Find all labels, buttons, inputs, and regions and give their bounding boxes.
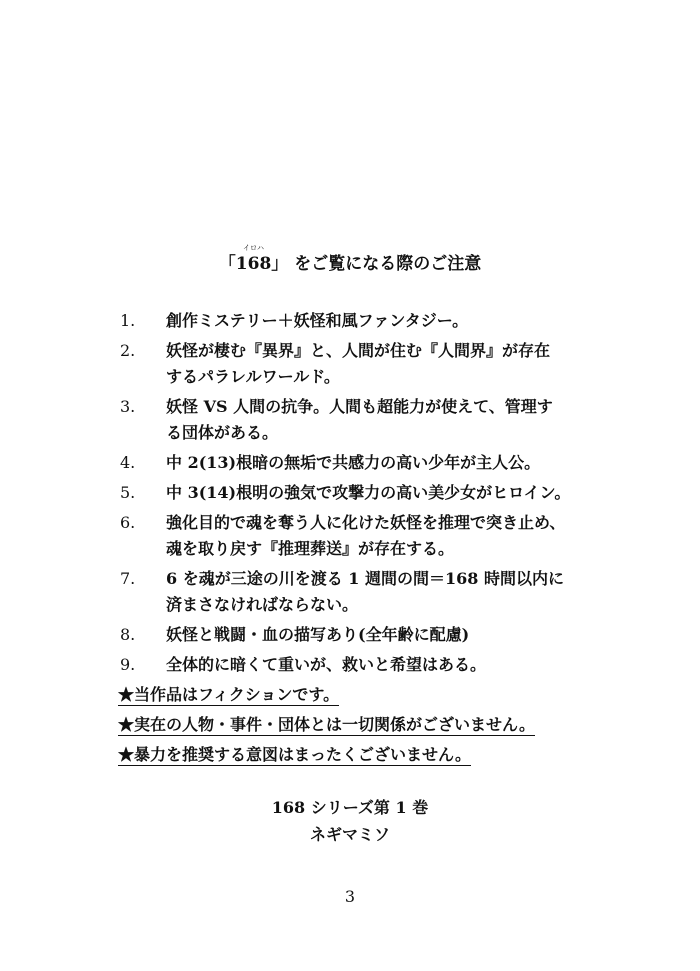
note-item	[120, 510, 620, 562]
note-text: 全体的に暗くて重いが、救いと希望はある。	[166, 655, 487, 674]
disclaimer-item	[118, 742, 618, 768]
note-number: 9.	[120, 655, 136, 674]
disclaimer-text: ★暴力を推奨する意図はまったくございません。	[118, 745, 471, 764]
note-number: 5.	[120, 483, 136, 502]
series-label: 168 シリーズ第 1 巻	[271, 798, 429, 817]
notes-list	[120, 308, 620, 682]
note-item	[120, 622, 620, 648]
title-ruby: イロハ	[243, 244, 265, 252]
note-item	[120, 480, 620, 506]
note-number: 4.	[120, 453, 136, 472]
title-ruby-group	[235, 244, 272, 276]
note-item	[120, 308, 620, 334]
note-text: 6 を魂が三途の川を渡る 1 週間の間＝168 時間以内に 済まさなければならない。	[166, 569, 564, 614]
note-item	[120, 338, 620, 390]
note-text: 中 2(13)根暗の無垢で共感力の高い少年が主人公。	[166, 453, 541, 472]
title-text: をご覧になる際のご注意	[294, 254, 482, 274]
title-close-bracket: 」	[271, 254, 289, 274]
author-name: ネギマミソ	[309, 825, 390, 844]
disclaimer-list	[118, 682, 618, 772]
note-text: 妖怪と戦闘・血の描写あり(全年齢に配慮)	[166, 625, 470, 644]
note-item	[120, 566, 620, 618]
note-number: 2.	[120, 341, 136, 360]
disclaimer-text: ★実在の人物・事件・団体とは一切関係がございません。	[118, 715, 535, 734]
note-text: 中 3(14)根明の強気で攻撃力の高い美少女がヒロイン。	[166, 483, 571, 502]
title-number: 168	[235, 254, 272, 274]
note-number: 3.	[120, 397, 136, 416]
note-number: 6.	[120, 513, 136, 532]
note-text: 創作ミステリー＋妖怪和風ファンタジー。	[166, 311, 469, 330]
note-text: 妖怪が棲む『異界』と、人間が住む『人間界』が存在 するパラレルワールド。	[166, 341, 551, 386]
note-text: 妖怪 VS 人間の抗争。人間も超能力が使えて、管理す る団体がある。	[166, 397, 553, 442]
disclaimer-item	[118, 712, 618, 738]
note-number: 1.	[120, 311, 136, 330]
page-title	[0, 244, 700, 276]
title-open-bracket: 「	[218, 254, 236, 274]
disclaimer-text: ★当作品はフィクションです。	[118, 685, 340, 704]
disclaimer-item	[118, 682, 618, 708]
note-item	[120, 652, 620, 678]
note-text: 強化目的で魂を奪う人に化けた妖怪を推理で突き止め、 魂を取り戻す『推理葬送』が存在する。	[166, 513, 566, 558]
note-number: 7.	[120, 569, 136, 588]
note-item	[120, 450, 620, 476]
page-number: 3	[344, 887, 356, 906]
note-item	[120, 394, 620, 446]
note-number: 8.	[120, 625, 136, 644]
